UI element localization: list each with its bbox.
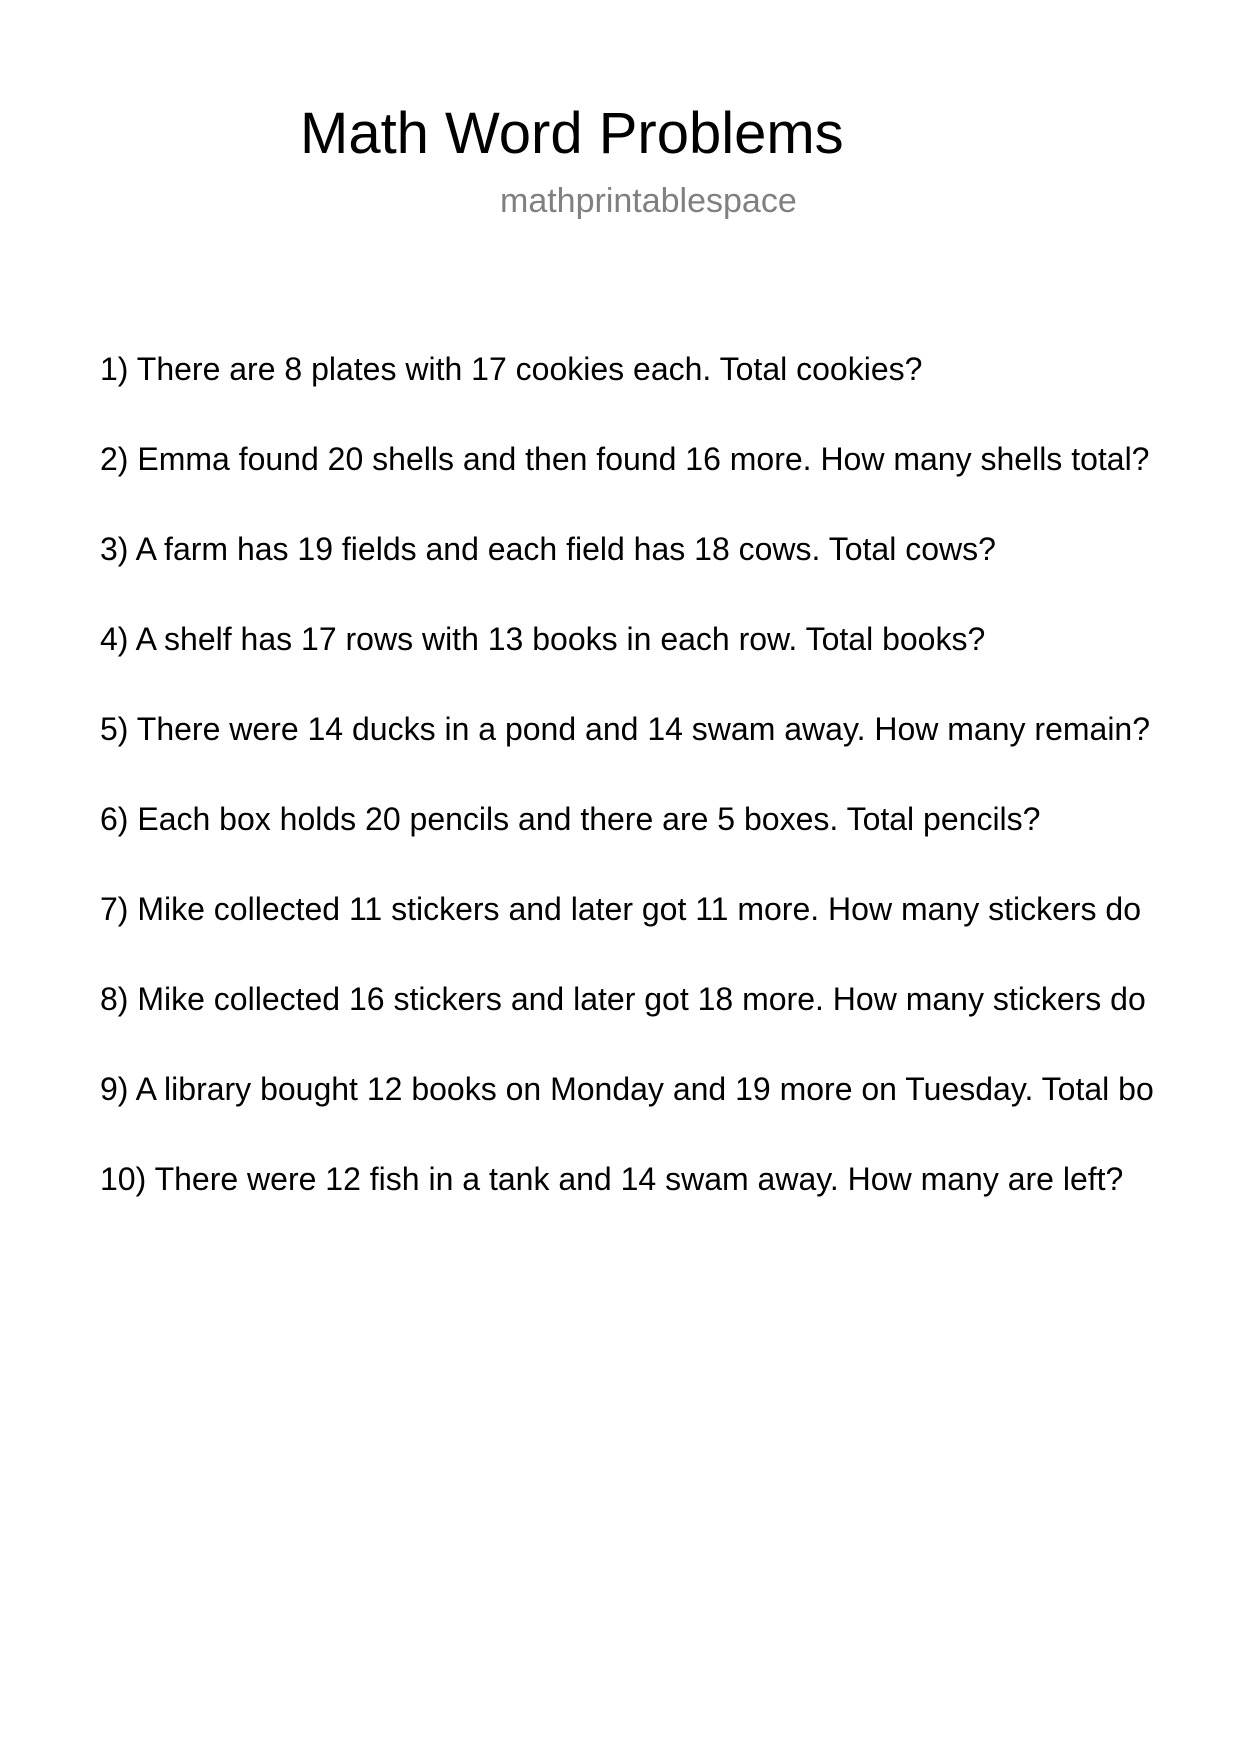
problem-item: 2) Emma found 20 shells and then found 16 more. How many shells total? [100,441,1150,477]
problem-item: 7) Mike collected 11 stickers and later got 11 more. How many stickers do [100,891,1142,927]
page-title: Math Word Problems [300,101,844,166]
problem-item: 10) There were 12 fish in a tank and 14 swam away. How many are left? [100,1161,1124,1197]
problem-item: 6) Each box holds 20 pencils and there are 5 boxes. Total pencils? [100,801,1041,837]
problem-item: 4) A shelf has 17 rows with 13 books in each row. Total books? [100,621,986,657]
problem-item: 5) There were 14 ducks in a pond and 14 swam away. How many remain? [100,711,1151,747]
problem-item: 8) Mike collected 16 stickers and later got 18 more. How many stickers do [100,981,1146,1017]
problem-item: 9) A library bought 12 books on Monday and 19 more on Tuesday. Total bo [100,1071,1154,1107]
problem-item: 3) A farm has 19 fields and each field has 18 cows. Total cows? [100,531,996,567]
site-name: mathprintablespace [500,182,797,220]
problem-list [100,348,1240,1248]
problem-item: 1) There are 8 plates with 17 cookies each. Total cookies? [100,351,923,387]
